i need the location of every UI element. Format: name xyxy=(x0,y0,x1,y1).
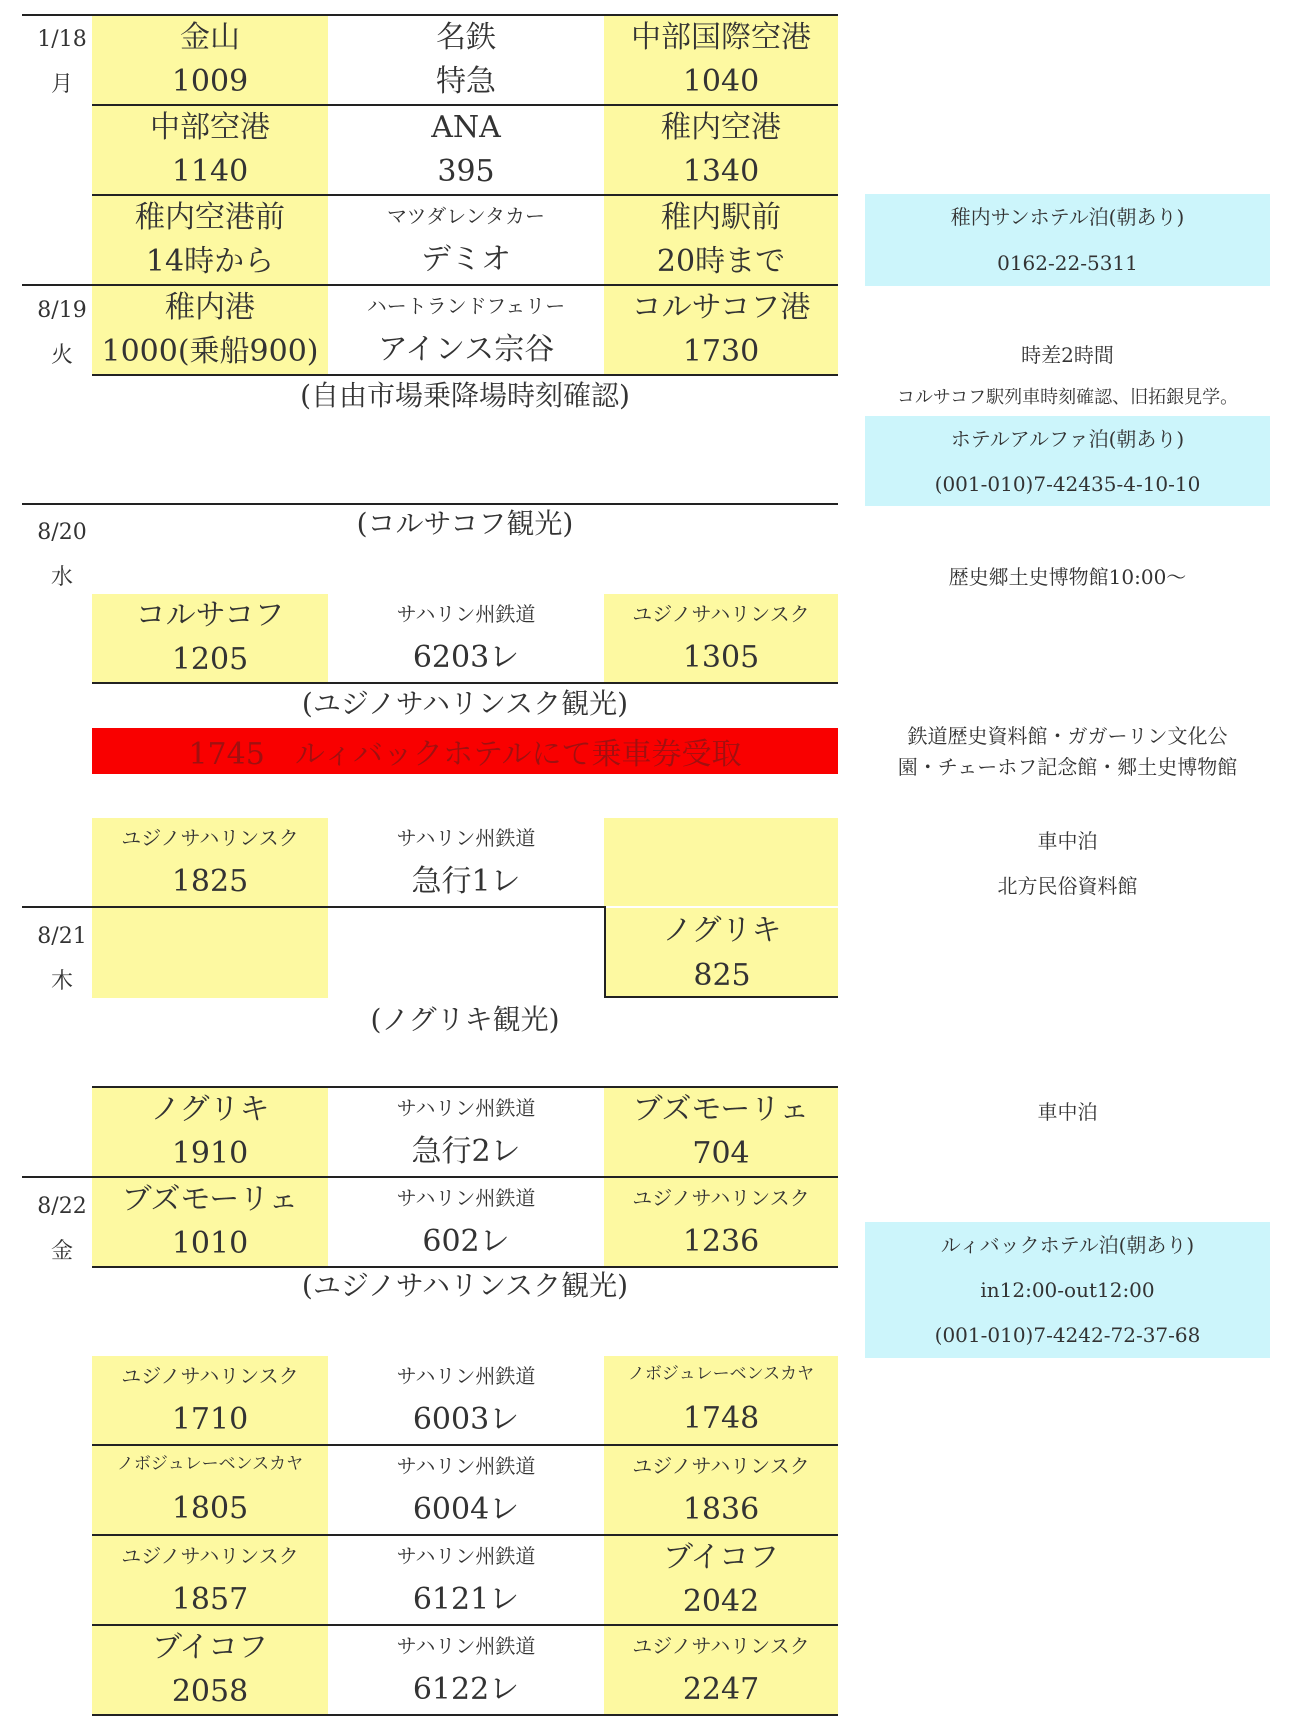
hotel-box xyxy=(865,416,1270,506)
rule-bottom xyxy=(92,1714,838,1716)
departure-time: 1825 xyxy=(171,863,249,899)
rule-row xyxy=(92,374,838,376)
arrival-cell xyxy=(604,1088,838,1176)
ship-name: アインス宗谷 xyxy=(377,331,555,367)
departure-station: コルサコフ xyxy=(135,598,285,633)
ticket-pickup-banner: 1745 ルィバックホテルにて乗車券受取 xyxy=(92,728,838,774)
train-number: 6003レ xyxy=(412,1401,520,1437)
rule-day xyxy=(22,284,838,286)
arrival-cell xyxy=(604,1536,838,1624)
operator-cell xyxy=(328,1088,604,1176)
departure-cell xyxy=(92,1088,328,1176)
arrival-station: ユジノサハリンスク xyxy=(632,1185,810,1210)
sightseeing-caption: (自由市場乗降場時刻確認) xyxy=(300,379,630,412)
note-folk-museum: 北方民俗資料館 xyxy=(997,874,1138,898)
arrival-cell xyxy=(604,196,838,284)
departure-cell-continued xyxy=(92,908,328,998)
arrival-time: 1748 xyxy=(682,1400,760,1436)
note-sightseeing-line1: 鉄道歴史資料館・ガガーリン文化公 xyxy=(907,724,1228,748)
departure-cell xyxy=(92,818,328,906)
date-8-21: 8/21 xyxy=(37,924,87,949)
arrival-cell xyxy=(604,1356,838,1444)
departure-time: 1009 xyxy=(171,64,249,99)
rule-day xyxy=(22,1176,838,1178)
departure-time: 1805 xyxy=(171,1490,249,1526)
rule-row xyxy=(92,682,838,684)
hotel-phone: (001-010)7-4242-72-37-68 xyxy=(934,1323,1201,1348)
arrival-cell xyxy=(606,908,838,998)
hotel-box xyxy=(865,194,1270,286)
hotel-name: 稚内サンホテル泊(朝あり) xyxy=(950,205,1185,229)
note-time-difference: 時差2時間 xyxy=(1021,343,1114,367)
operator-cell xyxy=(328,1356,604,1444)
departure-cell xyxy=(92,106,328,194)
operator-name: サハリン州鉄道 xyxy=(396,1095,536,1120)
note-museum-hours: 歴史郷土史博物館10:00～ xyxy=(948,565,1187,589)
arrival-cell-upper xyxy=(604,818,838,906)
arrival-station: ノボジュレーベンスカヤ xyxy=(627,1364,815,1385)
arrival-station: 稚内空港 xyxy=(661,110,781,145)
train-number: 395 xyxy=(437,154,495,189)
arrival-time: 2042 xyxy=(682,1584,760,1619)
operator-cell xyxy=(328,1178,604,1266)
rule-row xyxy=(92,1086,838,1088)
operator-cell xyxy=(328,1626,604,1714)
hotel-checkin-times: in12:00-out12:00 xyxy=(980,1277,1155,1302)
operator-name: サハリン州鉄道 xyxy=(396,825,536,850)
sightseeing-caption: (コルサコフ観光) xyxy=(356,507,574,540)
date-8-19: 8/19 xyxy=(37,298,87,323)
operator-cell xyxy=(328,594,604,682)
departure-cell xyxy=(92,16,328,104)
departure-station: ノボジュレーベンスカヤ xyxy=(116,1454,304,1475)
departure-cell xyxy=(92,1536,328,1624)
departure-station: ユジノサハリンスク xyxy=(121,1543,299,1568)
arrival-station: ユジノサハリンスク xyxy=(632,1453,810,1478)
rule-row xyxy=(92,1266,838,1268)
arrival-cell xyxy=(604,1178,838,1266)
operator-name: サハリン州鉄道 xyxy=(396,1633,536,1658)
rule-row xyxy=(604,996,838,998)
departure-station: 稚内港 xyxy=(165,290,255,325)
rule-row xyxy=(92,1624,838,1626)
hotel-name: ホテルアルファ泊(朝あり) xyxy=(950,426,1185,451)
operator-name: サハリン州鉄道 xyxy=(396,601,536,626)
rule-day xyxy=(22,503,838,505)
note-sightseeing-line2: 園・チェーホフ記念館・郷土史博物館 xyxy=(897,755,1238,779)
arrival-station: 稚内駅前 xyxy=(661,200,781,235)
operator-cell xyxy=(328,818,604,906)
departure-time: 1205 xyxy=(171,642,249,677)
operator-cell xyxy=(328,196,604,284)
arrival-time: 1730 xyxy=(682,334,760,369)
departure-station: 金山 xyxy=(180,20,240,55)
dow-8-22: 金 xyxy=(50,1239,73,1264)
sightseeing-caption: (ノグリキ観光) xyxy=(370,1003,560,1036)
departure-station: ノグリキ xyxy=(150,1092,270,1127)
operator-cell xyxy=(328,16,604,104)
departure-cell xyxy=(92,1356,328,1444)
departure-cell xyxy=(92,1178,328,1266)
arrival-time: 1836 xyxy=(682,1491,760,1527)
departure-cell xyxy=(92,1626,328,1714)
rule-row xyxy=(92,194,838,196)
operator-name: サハリン州鉄道 xyxy=(396,1543,536,1568)
rule-row xyxy=(92,1444,838,1446)
train-number: 特急 xyxy=(436,64,496,99)
date-8-20: 8/20 xyxy=(37,520,87,545)
arrival-time: 2247 xyxy=(682,1671,760,1707)
arrival-station: ブイコフ xyxy=(662,1540,780,1575)
dow-1-18: 月 xyxy=(50,72,73,97)
train-number: 急行2レ xyxy=(411,1133,521,1169)
operator-cell xyxy=(328,106,604,194)
arrival-cell xyxy=(604,594,838,682)
arrival-cell xyxy=(604,16,838,104)
departure-time: 2058 xyxy=(171,1674,249,1709)
departure-cell xyxy=(92,196,328,284)
sightseeing-caption: (ユジノサハリンスク観光) xyxy=(301,687,629,720)
car-model: デミオ xyxy=(421,241,511,277)
rule-step xyxy=(604,906,606,998)
arrival-time: 1040 xyxy=(682,64,760,99)
departure-station: 稚内空港前 xyxy=(135,200,285,235)
rule-row xyxy=(92,104,838,106)
arrival-station: コルサコフ港 xyxy=(631,290,811,325)
departure-time: 1000(乗船900) xyxy=(101,334,319,369)
departure-station: ユジノサハリンスク xyxy=(121,1363,299,1388)
departure-cell xyxy=(92,1446,328,1534)
operator-cell xyxy=(328,286,604,374)
arrival-station: 中部国際空港 xyxy=(631,20,811,55)
arrival-time: 1236 xyxy=(682,1223,760,1259)
note-korsakov: コルサコフ駅列車時刻確認、旧拓銀見学。 xyxy=(896,387,1239,408)
sightseeing-caption: (ユジノサハリンスク観光) xyxy=(301,1269,629,1302)
arrival-station: ユジノサハリンスク xyxy=(632,601,810,626)
departure-station: ブズモーリェ xyxy=(121,1182,299,1217)
arrival-time: 1305 xyxy=(682,639,760,675)
operator-cell xyxy=(328,1446,604,1534)
departure-time: 14時から xyxy=(145,244,275,279)
rule-row xyxy=(92,1534,838,1536)
train-number: 急行1レ xyxy=(411,863,521,899)
arrival-time: 704 xyxy=(692,1136,750,1171)
operator-name: サハリン州鉄道 xyxy=(396,1363,536,1388)
arrival-station: ユジノサハリンスク xyxy=(632,1633,810,1658)
train-number: 6121レ xyxy=(412,1581,520,1617)
dow-8-20: 水 xyxy=(50,565,73,590)
operator-name: ハートランドフェリー xyxy=(366,293,566,318)
departure-cell xyxy=(92,286,328,374)
dow-8-19: 火 xyxy=(50,343,73,368)
rule-day xyxy=(22,906,606,908)
departure-time: 1910 xyxy=(171,1136,249,1171)
arrival-station: ノグリキ xyxy=(662,912,782,948)
rule-top xyxy=(22,14,838,16)
date-8-22: 8/22 xyxy=(37,1194,87,1219)
operator-cell xyxy=(328,1536,604,1624)
operator-name: ANA xyxy=(431,110,501,145)
note-overnight-train: 車中泊 xyxy=(1037,1100,1098,1124)
arrival-time: 20時まで xyxy=(656,244,786,279)
departure-time: 1140 xyxy=(171,154,249,189)
hotel-phone: 0162-22-5311 xyxy=(997,251,1138,275)
operator-name: 名鉄 xyxy=(436,20,496,55)
note-overnight-train: 車中泊 xyxy=(1037,829,1098,853)
departure-station: ブイコフ xyxy=(151,1630,269,1665)
operator-name: マツダレンタカー xyxy=(387,203,545,228)
departure-time: 1010 xyxy=(171,1226,249,1261)
arrival-cell xyxy=(604,286,838,374)
hotel-phone: (001-010)7-42435-4-10-10 xyxy=(934,471,1201,496)
operator-name: サハリン州鉄道 xyxy=(396,1185,536,1210)
hotel-box xyxy=(865,1222,1270,1358)
date-1-18: 1/18 xyxy=(37,27,87,52)
arrival-time: 1340 xyxy=(682,154,760,189)
departure-time: 1857 xyxy=(171,1581,249,1617)
arrival-station: ブズモーリェ xyxy=(632,1092,810,1127)
arrival-cell xyxy=(604,1626,838,1714)
departure-station: 中部空港 xyxy=(150,110,270,145)
departure-station: ユジノサハリンスク xyxy=(121,825,299,850)
train-number: 6122レ xyxy=(412,1671,520,1707)
train-number: 602レ xyxy=(422,1223,510,1259)
arrival-cell xyxy=(604,106,838,194)
hotel-name: ルィバックホテル泊(朝あり) xyxy=(940,1232,1195,1257)
train-number: 6004レ xyxy=(412,1491,520,1527)
arrival-cell xyxy=(604,1446,838,1534)
departure-time: 1710 xyxy=(171,1401,249,1437)
arrival-time: 825 xyxy=(693,957,751,993)
train-number: 6203レ xyxy=(412,639,520,675)
departure-cell xyxy=(92,594,328,682)
dow-8-21: 木 xyxy=(50,969,73,994)
operator-name: サハリン州鉄道 xyxy=(396,1453,536,1478)
